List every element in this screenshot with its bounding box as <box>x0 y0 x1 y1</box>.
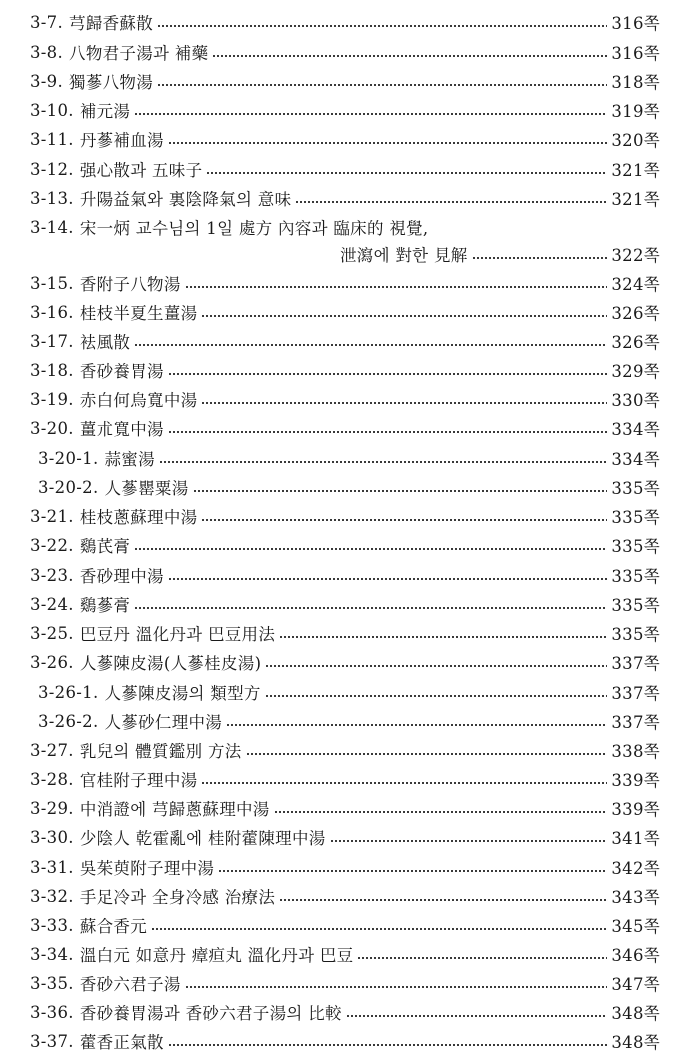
toc-entry <box>0 95 700 125</box>
entry-number: 3-8. <box>30 42 64 62</box>
entry-page: 334쪽 <box>611 450 660 469</box>
entry-number: 3-13. <box>30 188 74 208</box>
entry-page: 316쪽 <box>611 44 660 63</box>
entry-title: 桂枝蔥蘇理中湯 <box>79 508 198 527</box>
dot-leader <box>274 810 608 814</box>
dot-leader <box>168 430 608 434</box>
dot-leader <box>357 956 607 960</box>
dot-leader <box>346 1014 608 1018</box>
toc-entry <box>0 822 700 852</box>
entry-page: 335쪽 <box>611 537 660 556</box>
dot-leader <box>472 256 608 260</box>
entry-page: 335쪽 <box>611 596 660 615</box>
entry-title: 香砂養胃湯 <box>79 362 164 381</box>
entry-number: 3-33. <box>30 915 74 935</box>
entry-page: 329쪽 <box>611 362 660 381</box>
entry-page: 321쪽 <box>611 190 660 209</box>
entry-title: 香附子八物湯 <box>79 275 181 294</box>
entry-number: 3-19. <box>30 389 74 409</box>
dot-leader <box>134 112 607 116</box>
entry-page: 318쪽 <box>611 73 660 92</box>
toc-entry <box>0 124 700 154</box>
dot-leader <box>201 518 607 522</box>
entry-page: 346쪽 <box>611 946 660 965</box>
entry-number: 3-25. <box>30 623 74 643</box>
dot-leader <box>279 635 607 639</box>
toc-entry <box>0 37 700 67</box>
toc-entry <box>0 997 700 1027</box>
dot-leader <box>201 781 607 785</box>
entry-number: 3-17. <box>30 331 74 351</box>
toc-entry <box>0 7 700 37</box>
entry-number: 3-11. <box>30 129 74 149</box>
dot-leader <box>157 24 607 28</box>
dot-leader <box>168 372 608 376</box>
toc-entry <box>0 212 700 242</box>
toc-entry <box>0 852 700 882</box>
dot-leader <box>226 723 607 727</box>
toc-entry <box>0 355 700 385</box>
toc-entry <box>0 939 700 969</box>
toc-entry <box>0 297 700 327</box>
entry-title: 人蔘砂仁理中湯 <box>104 713 223 732</box>
dot-leader <box>168 577 608 581</box>
entry-page: 335쪽 <box>611 567 660 586</box>
entry-title: 蘇合香元 <box>79 917 148 936</box>
entry-number: 3-20-2. <box>38 477 99 497</box>
toc-entry <box>0 66 700 96</box>
dot-leader <box>157 83 607 87</box>
entry-title: 升陽益氣와 裏陰降氣의 意味 <box>79 190 292 209</box>
entry-title-continued: 泄瀉에 對한 見解 <box>340 246 468 265</box>
entry-page: 322쪽 <box>611 246 660 265</box>
entry-page: 316쪽 <box>611 14 660 33</box>
entry-title: 少陰人 乾霍亂에 桂附藿陳理中湯 <box>79 829 326 848</box>
entry-number: 3-22. <box>30 535 74 555</box>
entry-page: 342쪽 <box>611 859 660 878</box>
toc-entry <box>0 910 700 940</box>
entry-number: 3-10. <box>30 100 74 120</box>
toc-entry <box>0 764 700 794</box>
entry-title: 香砂六君子湯 <box>79 975 181 994</box>
entry-page: 330쪽 <box>611 391 660 410</box>
entry-number: 3-12. <box>30 159 74 179</box>
entry-number: 3-24. <box>30 594 74 614</box>
toc-entry <box>0 384 700 414</box>
entry-page: 321쪽 <box>611 161 660 180</box>
entry-number: 3-32. <box>30 886 74 906</box>
toc-entry <box>0 530 700 560</box>
toc-entry <box>0 560 700 590</box>
dot-leader <box>168 141 608 145</box>
entry-title: 官桂附子理中湯 <box>79 771 198 790</box>
entry-title: 强心散과 五味子 <box>79 161 203 180</box>
dot-leader <box>206 171 607 175</box>
entry-title: 藿香正氣散 <box>79 1033 164 1052</box>
entry-title: 人蔘陳皮湯의 類型方 <box>104 684 261 703</box>
entry-title: 補元湯 <box>79 102 131 121</box>
entry-title: 宋一炳 교수님의 1일 處方 內容과 臨床的 視覺, <box>79 219 429 238</box>
entry-title: 獨蔘八物湯 <box>69 73 154 92</box>
toc-entry <box>0 881 700 911</box>
entry-title: 鷄芪膏 <box>79 537 131 556</box>
toc-entry <box>0 413 700 443</box>
entry-page: 348쪽 <box>611 1033 660 1052</box>
dot-leader <box>201 314 607 318</box>
entry-number: 3-28. <box>30 769 74 789</box>
dot-leader <box>218 869 607 873</box>
entry-number: 3-20-1. <box>38 448 99 468</box>
entry-page: 320쪽 <box>611 131 660 150</box>
entry-number: 3-26. <box>30 652 74 672</box>
entry-page: 326쪽 <box>611 304 660 323</box>
entry-page: 335쪽 <box>611 508 660 527</box>
entry-number: 3-7. <box>30 12 64 32</box>
entry-number: 3-37. <box>30 1031 74 1051</box>
toc-subentry <box>0 472 700 502</box>
entry-page: 326쪽 <box>611 333 660 352</box>
entry-title: 人蔘罌粟湯 <box>104 479 189 498</box>
entry-title: 桂枝半夏生薑湯 <box>79 304 198 323</box>
toc-subentry <box>0 677 700 707</box>
toc-entry <box>0 154 700 184</box>
dot-leader <box>295 200 607 204</box>
dot-leader <box>134 606 607 610</box>
dot-leader <box>134 547 607 551</box>
entry-title: 中消證에 芎歸蔥蘇理中湯 <box>79 800 270 819</box>
dot-leader <box>201 401 607 405</box>
entry-number: 3-35. <box>30 973 74 993</box>
entry-number: 3-9. <box>30 71 64 91</box>
dot-leader <box>151 927 607 931</box>
entry-title: 赤白何烏寬中湯 <box>79 391 198 410</box>
toc-entry <box>0 589 700 619</box>
dot-leader <box>265 664 607 668</box>
entry-number: 3-26-2. <box>38 711 99 731</box>
entry-title: 袪風散 <box>79 333 131 352</box>
dot-leader <box>279 898 607 902</box>
toc-entry <box>0 618 700 648</box>
entry-page: 337쪽 <box>611 684 660 703</box>
entry-page: 339쪽 <box>611 800 660 819</box>
dot-leader <box>159 460 607 464</box>
entry-title: 手足冷과 全身冷感 治療法 <box>79 888 276 907</box>
entry-page: 335쪽 <box>611 625 660 644</box>
entry-page: 339쪽 <box>611 771 660 790</box>
dot-leader <box>193 489 608 493</box>
entry-number: 3-29. <box>30 798 74 818</box>
entry-page: 337쪽 <box>611 654 660 673</box>
entry-number: 3-21. <box>30 506 74 526</box>
toc-entry <box>0 1026 700 1056</box>
toc-entry <box>0 183 700 213</box>
entry-number: 3-31. <box>30 857 74 877</box>
entry-number: 3-26-1. <box>38 682 99 702</box>
entry-title: 蒜蜜湯 <box>104 450 155 469</box>
toc-entry <box>0 268 700 298</box>
entry-title: 薑朮寬中湯 <box>79 420 164 439</box>
entry-title: 丹蔘補血湯 <box>79 131 164 150</box>
entry-title: 鷄蔘膏 <box>79 596 131 615</box>
dot-leader <box>185 285 608 289</box>
entry-page: 324쪽 <box>611 275 660 294</box>
entry-page: 337쪽 <box>611 713 660 732</box>
entry-page: 348쪽 <box>611 1004 660 1023</box>
entry-title: 香砂理中湯 <box>79 567 164 586</box>
toc-entry <box>0 326 700 356</box>
entry-title: 八物君子湯과 補藥 <box>69 44 209 63</box>
entry-number: 3-18. <box>30 360 74 380</box>
dot-leader <box>330 839 608 843</box>
entry-page: 347쪽 <box>611 975 660 994</box>
entry-page: 335쪽 <box>611 479 660 498</box>
entry-number: 3-20. <box>30 418 74 438</box>
entry-page: 343쪽 <box>611 888 660 907</box>
entry-title: 人蔘陳皮湯(人蔘桂皮湯) <box>79 654 262 673</box>
entry-number: 3-27. <box>30 740 74 760</box>
dot-leader <box>212 54 607 58</box>
entry-title: 溫白元 如意丹 瘴疸丸 溫化丹과 巴豆 <box>79 946 354 965</box>
toc-entry <box>0 735 700 765</box>
entry-page: 334쪽 <box>611 420 660 439</box>
entry-number: 3-16. <box>30 302 74 322</box>
dot-leader <box>246 752 608 756</box>
entry-page: 341쪽 <box>611 829 660 848</box>
entry-page: 338쪽 <box>611 742 660 761</box>
dot-leader <box>185 985 608 989</box>
toc-subentry <box>0 443 700 473</box>
entry-number: 3-23. <box>30 565 74 585</box>
toc-entry <box>0 647 700 677</box>
entry-number: 3-30. <box>30 827 74 847</box>
dot-leader <box>134 343 607 347</box>
toc-entry <box>0 501 700 531</box>
entry-number: 3-34. <box>30 944 74 964</box>
dot-leader <box>265 694 608 698</box>
entry-number: 3-15. <box>30 273 74 293</box>
entry-title: 乳兒의 體質鑑別 方法 <box>79 742 242 761</box>
dot-leader <box>168 1043 608 1047</box>
entry-number: 3-36. <box>30 1002 74 1022</box>
toc-entry <box>0 968 700 998</box>
entry-number: 3-14. <box>30 217 74 237</box>
entry-title: 芎歸香蘇散 <box>69 14 154 33</box>
entry-title: 巴豆丹 溫化丹과 巴豆用法 <box>79 625 276 644</box>
entry-page: 345쪽 <box>611 917 660 936</box>
entry-title: 吳茱萸附子理中湯 <box>79 859 215 878</box>
entry-page: 319쪽 <box>611 102 660 121</box>
toc-subentry <box>0 706 700 736</box>
toc-entry <box>0 793 700 823</box>
entry-title: 香砂養胃湯과 香砂六君子湯의 比較 <box>79 1004 342 1023</box>
toc-entry-continuation <box>0 239 700 269</box>
